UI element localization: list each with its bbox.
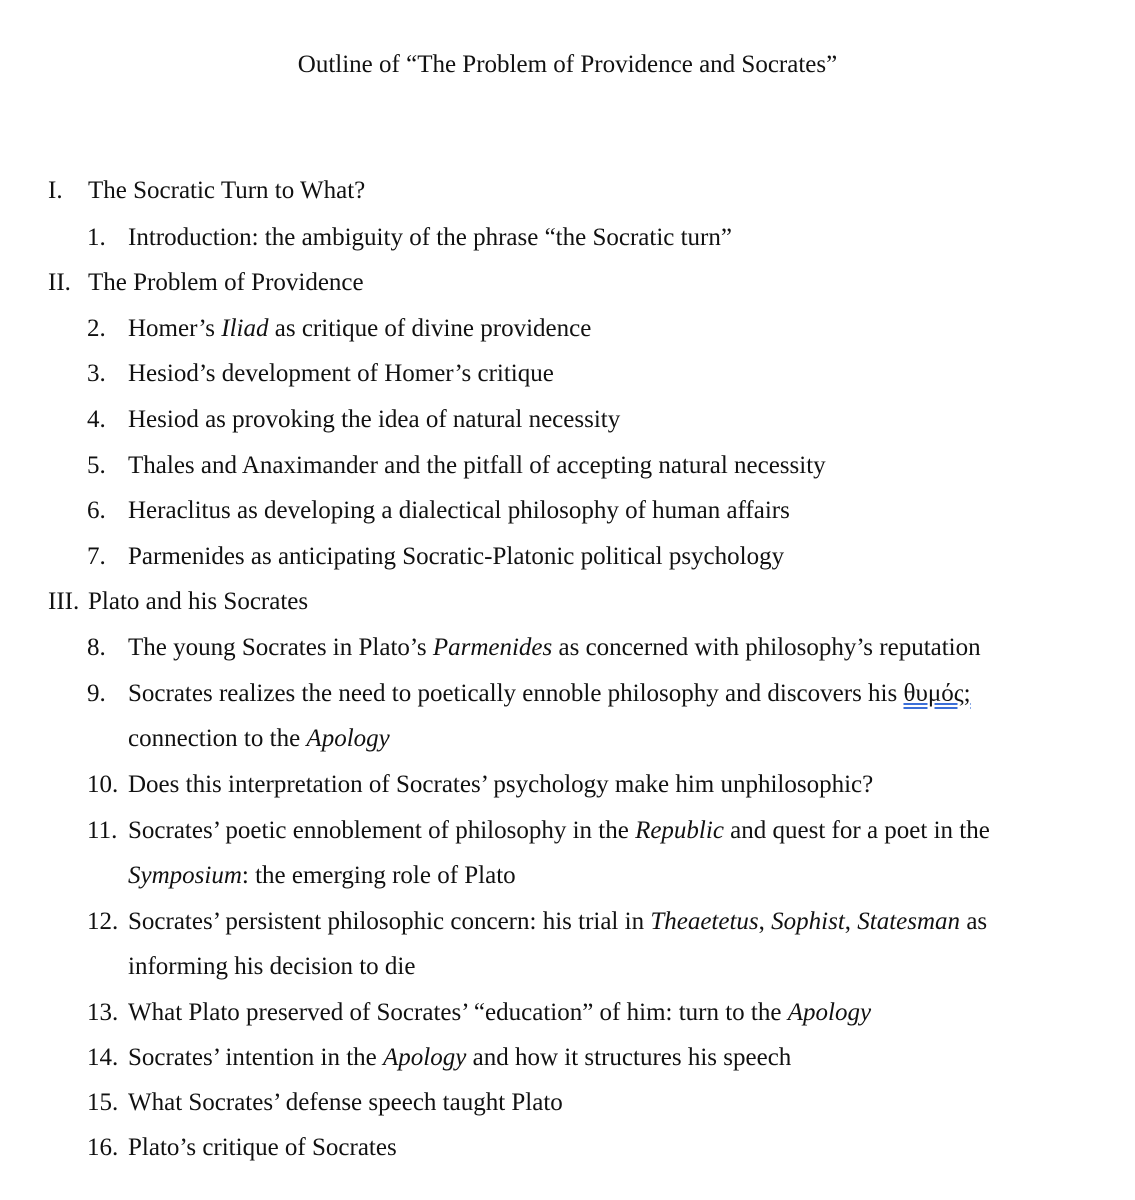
item-text: Thales and Anaximander and the pitfall of accepting natural necessity — [128, 452, 826, 479]
item-text: connection to the — [128, 725, 307, 752]
item-number: 6. — [87, 497, 106, 524]
outline-item — [87, 998, 871, 1028]
section-heading — [48, 176, 365, 206]
item-text: and quest for a poet in the — [723, 817, 990, 844]
outline-item-continuation — [128, 724, 390, 754]
section-numeral: I. — [48, 177, 63, 204]
item-text: , — [844, 908, 858, 935]
outline-item — [87, 223, 732, 253]
item-text: Socrates’ intention in the — [128, 1044, 384, 1071]
item-text: and how it structures his speech — [466, 1044, 792, 1071]
item-italic-title: Symposium — [128, 862, 242, 889]
item-number: 4. — [87, 406, 106, 433]
item-text: , — [758, 908, 772, 935]
outline-item-continuation — [128, 952, 415, 982]
outline-item — [87, 1043, 791, 1073]
item-text: The young Socrates in Plato’s — [128, 634, 433, 661]
outline-item — [87, 770, 873, 800]
outline-item — [87, 679, 971, 709]
item-number: 3. — [87, 360, 106, 387]
item-number: 11. — [87, 817, 118, 844]
item-number: 14. — [87, 1044, 119, 1071]
item-number: 8. — [87, 634, 106, 661]
item-text: What Socrates’ defense speech taught Plato — [128, 1089, 563, 1116]
item-number: 9. — [87, 680, 106, 707]
item-text: What Plato preserved of Socrates’ “education” of him: turn to the — [128, 999, 788, 1026]
item-text: : the emerging role of Plato — [241, 862, 516, 889]
item-italic-title: Apology — [787, 999, 872, 1026]
section-label: The Socratic Turn to What? — [88, 177, 366, 204]
section-label: Plato and his Socrates — [88, 588, 309, 615]
item-text: Parmenides as anticipating Socratic-Platonic political psychology — [128, 543, 785, 570]
outline-item — [87, 816, 990, 846]
outline-item — [87, 451, 826, 481]
item-number: 2. — [87, 315, 106, 342]
outline-item — [87, 633, 981, 663]
outline-item — [87, 907, 987, 937]
item-text: as — [960, 908, 988, 935]
item-italic-title: Parmenides — [432, 634, 553, 661]
item-italic-title: Theaetetus — [650, 908, 759, 935]
item-text: as concerned with philosophy’s reputation — [552, 634, 981, 661]
item-text: Homer’s — [128, 315, 222, 342]
item-italic-title: Apology — [306, 725, 390, 752]
outline-item — [87, 496, 790, 526]
section-heading — [48, 268, 364, 298]
greek-word-spellcheck: θυμός; — [903, 680, 971, 707]
item-text: Heraclitus as developing a dialectical philosophy of human affairs — [128, 497, 790, 524]
section-label: The Problem of Providence — [88, 269, 364, 296]
item-text: Hesiod as provoking the idea of natural necessity — [128, 406, 621, 433]
outline-item-continuation — [128, 861, 516, 891]
item-number: 12. — [87, 908, 119, 935]
item-text: Socrates’ poetic ennoblement of philosophy in the — [128, 817, 636, 844]
item-italic-title: Iliad — [221, 315, 269, 342]
outline-item — [87, 542, 784, 572]
item-text: Plato’s critique of Socrates — [128, 1134, 397, 1161]
item-text: Socrates’ persistent philosophic concern: his trial in — [128, 908, 651, 935]
item-text: Introduction: the ambiguity of the phrase “the Socratic turn” — [128, 224, 732, 251]
item-number: 13. — [87, 999, 119, 1026]
outline-item — [87, 359, 554, 389]
section-numeral: III. — [48, 588, 80, 615]
outline-item — [87, 314, 591, 344]
item-number: 5. — [87, 452, 106, 479]
item-italic-title: Apology — [383, 1044, 467, 1071]
item-italic-title: Statesman — [857, 908, 961, 935]
item-number: 16. — [87, 1134, 119, 1161]
item-number: 10. — [87, 771, 119, 798]
item-text: Does this interpretation of Socrates’ psychology make him unphilosophic? — [128, 771, 874, 798]
section-numeral: II. — [48, 269, 71, 296]
item-text: as critique of divine providence — [268, 315, 592, 342]
item-italic-title: Republic — [635, 817, 724, 844]
outline-item — [87, 405, 620, 435]
item-text: informing his decision to die — [128, 953, 416, 980]
item-italic-title: Sophist — [771, 908, 845, 935]
outline-item — [87, 1133, 397, 1163]
section-heading — [48, 587, 308, 617]
item-number: 15. — [87, 1089, 119, 1116]
item-text: Hesiod’s development of Homer’s critique — [128, 360, 554, 387]
item-number: 7. — [87, 543, 106, 570]
document-title: Outline of “The Problem of Providence and Socrates” — [297, 51, 838, 78]
outline-item — [87, 1088, 563, 1118]
item-text: Socrates realizes the need to poetically ennoble philosophy and discovers his — [128, 680, 904, 707]
item-number: 1. — [87, 224, 106, 251]
